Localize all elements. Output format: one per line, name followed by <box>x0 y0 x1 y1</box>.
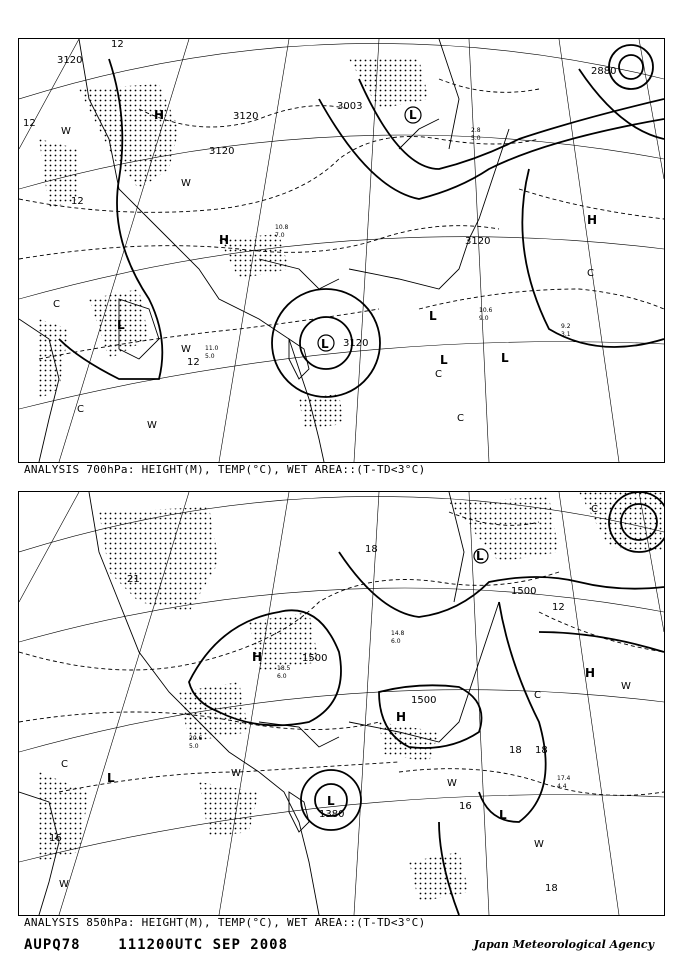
map-700hpa <box>19 39 664 462</box>
height-label: 1500 <box>511 586 537 597</box>
isotherm-label: 16 <box>459 801 472 812</box>
low-marker: L <box>107 771 115 785</box>
chart-code: AUPQ78 <box>24 937 81 953</box>
height-label: 3120 <box>233 111 259 122</box>
map-850hpa <box>19 492 664 915</box>
station-value: 10.8 <box>275 224 289 231</box>
cold-marker: C <box>61 759 68 770</box>
height-label: 3003 <box>337 101 363 112</box>
low-marker: L <box>321 337 329 351</box>
isotherm-label: 12 <box>552 602 565 613</box>
station-value: 5.0 <box>471 135 481 142</box>
station-value: 14.8 <box>391 630 405 637</box>
station-value: 6.0 <box>391 638 401 645</box>
station-value: 5.0 <box>205 353 215 360</box>
isotherm-label: 18 <box>365 544 378 555</box>
height-label: 3120 <box>465 236 491 247</box>
station-value: 20.6 <box>189 735 203 742</box>
high-marker: H <box>587 213 598 227</box>
warm-marker: W <box>621 681 631 692</box>
warm-marker: W <box>447 778 457 789</box>
height-label: 1380 <box>319 809 345 820</box>
isotherm-label: 12 <box>71 196 84 207</box>
warm-marker: W <box>181 344 191 355</box>
height-label: 1500 <box>302 653 328 664</box>
low-marker: L <box>117 318 125 332</box>
station-value: 9.2 <box>561 323 571 330</box>
isotherm-label: 12 <box>111 39 124 50</box>
cold-marker: C <box>587 268 594 279</box>
station-value: 3.1 <box>561 331 571 338</box>
wet-area-shading <box>39 492 664 902</box>
height-label: 3120 <box>209 146 235 157</box>
warm-marker: W <box>534 839 544 850</box>
low-marker: L <box>409 108 417 122</box>
warm-marker: W <box>147 420 157 431</box>
warm-marker: W <box>61 126 71 137</box>
chart-id-and-time <box>24 937 288 953</box>
low-marker: L <box>440 353 448 367</box>
cold-marker: C <box>435 369 442 380</box>
warm-marker: W <box>181 178 191 189</box>
low-marker: L <box>429 309 437 323</box>
station-value: 10.6 <box>479 307 493 314</box>
isotherm-label: 18 <box>509 745 522 756</box>
height-label: 2880 <box>591 66 617 77</box>
low-marker: L <box>501 351 509 365</box>
cold-marker: C <box>457 413 464 424</box>
warm-marker: W <box>231 768 241 779</box>
high-marker: H <box>252 650 263 664</box>
station-value: 2.8 <box>471 127 481 134</box>
low-marker: L <box>476 549 484 563</box>
station-value: 18.5 <box>277 665 291 672</box>
station-value: 17.4 <box>557 775 571 782</box>
station-value: 11.0 <box>205 345 219 352</box>
height-label: 3120 <box>57 55 83 66</box>
isotherm-label: 18 <box>535 745 548 756</box>
low-marker: L <box>499 808 507 822</box>
cold-marker: C <box>534 690 541 701</box>
caption-850hpa: ANALYSIS 850hPa: HEIGHT(M), TEMP(°C), WET AREA::(T-TD<3°C) <box>24 916 426 929</box>
station-value: 9.0 <box>479 315 489 322</box>
chart-datetime: 111200UTC SEP 2008 <box>118 937 289 953</box>
isotherm-label: 18 <box>545 883 558 894</box>
warm-marker: W <box>59 879 69 890</box>
map-panel-850hpa <box>18 491 665 916</box>
caption-700hpa: ANALYSIS 700hPa: HEIGHT(M), TEMP(°C), WET AREA::(T-TD<3°C) <box>24 463 426 476</box>
high-marker: H <box>585 666 596 680</box>
cold-marker: C <box>53 299 60 310</box>
station-value: 6.0 <box>277 673 287 680</box>
isotherm-label: 21 <box>127 574 140 585</box>
cold-marker: C <box>591 504 598 515</box>
isotherm-label: 12 <box>23 118 36 129</box>
height-label: 3120 <box>343 338 369 349</box>
station-value: 5.0 <box>189 743 199 750</box>
isotherm-label: 12 <box>187 357 200 368</box>
low-marker: L <box>327 794 335 808</box>
isotherm-label: 16 <box>49 833 62 844</box>
station-value: 7.0 <box>275 232 285 239</box>
height-label: 1500 <box>411 695 437 706</box>
high-marker: H <box>396 710 407 724</box>
high-marker: H <box>219 233 230 247</box>
map-panel-700hpa <box>18 38 665 463</box>
station-value: 4.4 <box>557 783 567 790</box>
agency-name: Japan Meteorological Agency <box>473 938 654 951</box>
high-marker: H <box>154 108 165 122</box>
cold-marker: C <box>77 404 84 415</box>
